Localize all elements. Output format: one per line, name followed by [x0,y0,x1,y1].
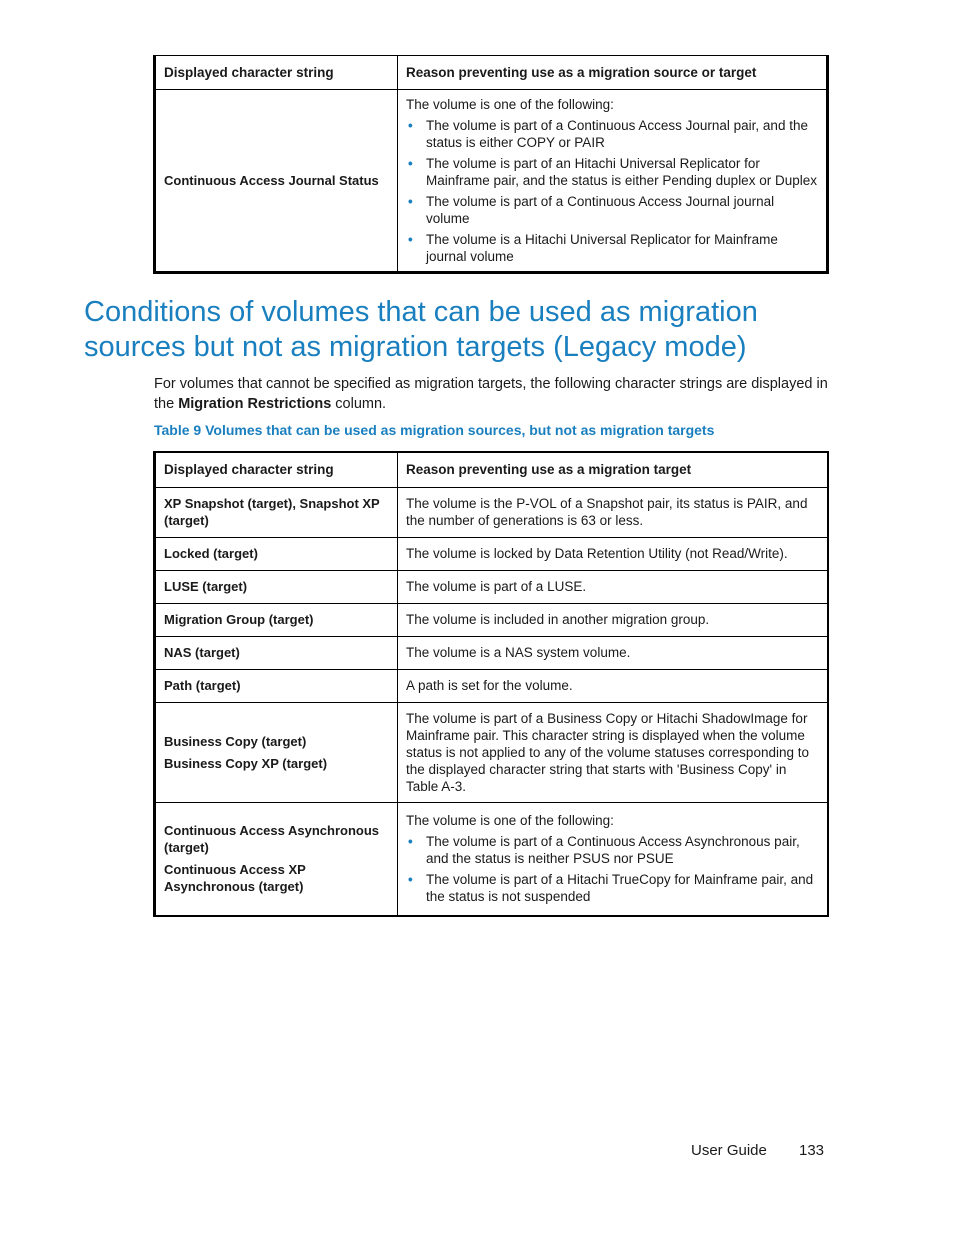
list-item: • The volume is a Hitachi Universal Replicator for Mainframe journal volume [408,232,778,264]
row-reason: The volume is part of a Business Copy or Hitachi ShadowImage for Mainframe pair. This character string is displayed when the volume status is not applied to any of the volume statuses corresponding to the displayed character string that starts with 'Business Copy' in Table A-3. [398,702,829,802]
list-item: • The volume is part of a Continuous Access Journal journal volume [408,194,775,226]
row-reason: The volume is a NAS system volume. [398,636,829,669]
bullet-icon: • [408,834,413,850]
row-reason: The volume is the P-VOL of a Snapshot pair, its status is PAIR, and the number of generations is 63 or less. [398,487,829,537]
table-row [155,537,829,570]
table-row [155,603,829,636]
table-row [155,570,829,603]
row-label: Business Copy (target) Business Copy XP (target) [155,702,398,802]
reason-intro: The volume is one of the following: [406,97,614,112]
column-name-emphasis: Migration Restrictions [178,396,332,412]
row-label: Continuous Access Journal Status [155,90,398,273]
table-row [155,487,829,537]
table-row [155,802,829,916]
row-label: Continuous Access Asynchronous (target) Continuous Access XP Asynchronous (target) [155,802,398,916]
bullet-icon: • [408,118,413,133]
reasons-table-continued [153,55,829,274]
table-row [155,90,828,273]
bullet-icon: • [408,232,413,247]
footer-guide-label: User Guide [691,1142,767,1159]
intro-paragraph: For volumes that cannot be specified as migration targets, the following character strings are displayed in the Migration Restrictions column. [154,376,828,412]
row-label: NAS (target) [155,636,398,669]
page-number: 133 [799,1142,825,1159]
header-displayed-string: Displayed character string [155,56,398,90]
table-row [155,702,829,802]
table-caption: Table 9 Volumes that can be used as migration sources, but not as migration targets [154,422,715,438]
header-reason: Reason preventing use as a migration source or target [398,56,828,90]
list-item: • The volume is part of a Hitachi TrueCopy for Mainframe pair, and the status is not suspended [408,872,814,905]
row-reason: The volume is included in another migration group. [398,603,829,636]
row-label: Migration Group (target) [155,603,398,636]
migration-target-restrictions-table [153,451,829,917]
row-label: Path (target) [155,669,398,702]
row-label: LUSE (target) [155,570,398,603]
row-reason [398,802,829,916]
header-reason: Reason preventing use as a migration target [398,452,829,487]
section-heading: Conditions of volumes that can be used as migration sources but not as migration targets (Legacy mode) [84,296,758,363]
list-item: • The volume is part of an Hitachi Universal Replicator for Mainframe pair, and the status is either Pending duplex or Duplex [408,156,817,188]
table-header-row [155,452,829,487]
header-displayed-string: Displayed character string [155,452,398,487]
row-reason: A path is set for the volume. [398,669,829,702]
list-item: • The volume is part of a Continuous Access Asynchronous pair, and the status is neither PSUS nor PSUE [408,834,800,867]
row-label: Locked (target) [155,537,398,570]
bullet-icon: • [408,194,413,209]
list-item: • The volume is part of a Continuous Access Journal pair, and the status is either COPY or PAIR [408,118,808,150]
bullet-icon: • [408,156,413,171]
table-header-row [155,56,828,90]
row-reason [398,90,828,273]
bullet-icon: • [408,872,413,888]
row-reason: The volume is part of a LUSE. [398,570,829,603]
table-row [155,669,829,702]
reason-bullet-list [406,833,820,905]
table-row [155,636,829,669]
row-reason: The volume is locked by Data Retention Utility (not Read/Write). [398,537,829,570]
row-label: XP Snapshot (target), Snapshot XP (target) [155,487,398,537]
reason-bullet-list [406,117,819,265]
reason-intro: The volume is one of the following: [406,813,614,829]
